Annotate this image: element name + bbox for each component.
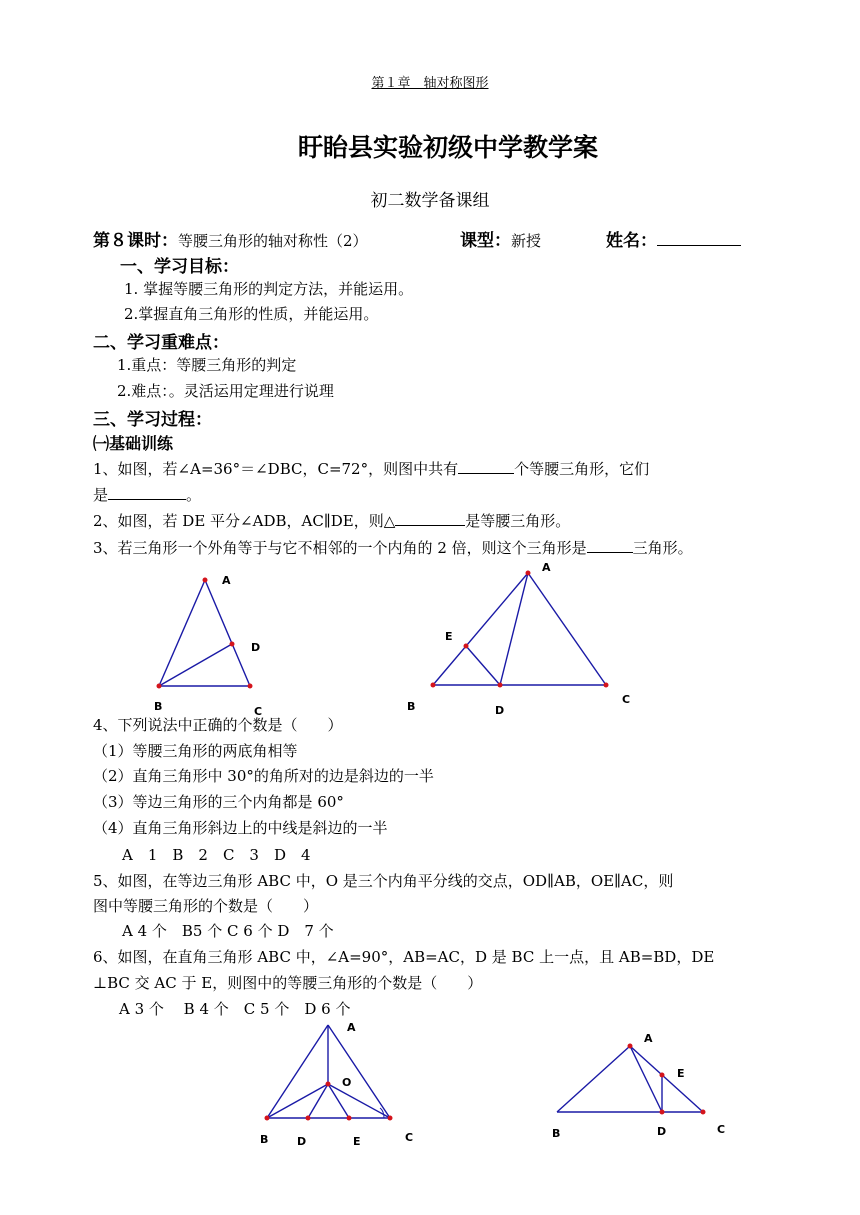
q4-options: A 1 B 2 C 3 D 4 — [122, 846, 311, 864]
q4-statement: （2）直角三角形中 30°的角所对的边是斜边的一半 — [93, 767, 434, 785]
label-d: D — [495, 704, 505, 717]
point-c — [388, 1116, 393, 1121]
point-d — [498, 683, 503, 688]
point-c — [701, 1110, 706, 1115]
page-title: 盱眙县实验初级中学教学案 — [297, 133, 598, 162]
process-heading: 三、学习过程： — [93, 410, 212, 430]
name-blank[interactable] — [657, 231, 741, 246]
label-e: E — [445, 630, 453, 643]
q4-statement: （3）等边三角形的三个内角都是 60° — [93, 793, 344, 811]
point-a — [203, 578, 208, 583]
label-d: D — [657, 1125, 667, 1138]
point-d — [660, 1110, 665, 1115]
point-c — [604, 683, 609, 688]
label-b: B — [552, 1127, 561, 1140]
segment-ac — [528, 573, 606, 685]
objectives-heading: 一、学习目标： — [120, 257, 239, 277]
q1-blank-count[interactable] — [458, 459, 514, 474]
objective-item: 1. 掌握等腰三角形的判定方法，并能运用。 — [124, 280, 414, 298]
point-b — [157, 684, 162, 689]
segment-ac — [630, 1046, 703, 1112]
point-e — [347, 1116, 352, 1121]
segment-co — [328, 1084, 390, 1118]
student-name — [606, 226, 741, 251]
label-c: C — [622, 693, 631, 706]
label-c: C — [717, 1123, 726, 1136]
lesson-type — [460, 226, 541, 251]
key-point-item: 1.重点：等腰三角形的判定 — [117, 356, 297, 374]
segment-ac — [328, 1025, 390, 1118]
segment-bo — [267, 1084, 328, 1118]
segment-ab — [159, 580, 205, 686]
segment-ad — [630, 1046, 662, 1112]
point-d — [306, 1116, 311, 1121]
label-a: A — [542, 561, 551, 574]
segment-ab — [557, 1046, 630, 1112]
q6-options: A 3 个 B 4 个 C 5 个 D 6 个 — [119, 1000, 351, 1018]
q2-blank[interactable] — [395, 511, 465, 526]
objective-item: 2.掌握直角三角形的性质，并能运用。 — [124, 305, 379, 323]
q5-options: A 4 个 B5 个 C 6 个 D 7 个 — [122, 922, 334, 940]
question-5-line2: 图中等腰三角形的个数是（ ） — [93, 897, 319, 915]
question-3: 3、若三角形一个外角等于与它不相邻的一个内角的 2 倍，则这个三角形是 三角形。 — [93, 539, 693, 557]
question-4-stem: 4、下列说法中正确的个数是（ ） — [93, 716, 343, 734]
chapter-header: 第１章 轴对称图形 — [371, 76, 489, 91]
period-label: 第８课时： — [93, 231, 178, 251]
label-c: C — [405, 1131, 414, 1144]
label-d: D — [297, 1135, 307, 1148]
figure-q1 — [140, 570, 280, 720]
label-a: A — [222, 574, 231, 587]
point-e — [660, 1073, 665, 1078]
point-e — [464, 644, 469, 649]
point-o — [326, 1082, 331, 1087]
basic-training-heading: ㈠基础训练 — [93, 434, 174, 453]
figure-q5 — [250, 1015, 430, 1155]
point-c — [248, 684, 253, 689]
name-label: 姓名： — [606, 231, 657, 251]
type-label: 课型： — [460, 231, 511, 251]
point-b — [431, 683, 436, 688]
label-b: B — [407, 700, 416, 713]
label-o: O — [342, 1076, 352, 1089]
label-b: B — [154, 700, 163, 713]
question-5-line1: 5、如图，在等边三角形 ABC 中，O 是三个内角平分线的交点，OD∥AB，OE∥AC，则 — [93, 872, 674, 890]
figure-q2 — [400, 560, 650, 720]
question-1-line1: 1、如图，若∠A=36°＝∠DBC，C=72°，则图中共有 个等腰三角形，它们 — [93, 460, 650, 478]
key-points-heading: 二、学习重难点： — [93, 333, 229, 353]
segment-ac — [205, 580, 250, 686]
label-e: E — [677, 1067, 685, 1080]
page-subtitle: 初二数学备课组 — [370, 191, 490, 211]
label-d: D — [251, 641, 261, 654]
q4-statement: （4）直角三角形斜边上的中线是斜边的一半 — [93, 819, 388, 837]
label-a: A — [347, 1021, 356, 1034]
label-c: C — [254, 705, 263, 718]
type-value: 新授 — [511, 232, 542, 250]
point-d — [230, 642, 235, 647]
lesson-period — [93, 226, 368, 251]
q1-blank-names[interactable] — [108, 485, 186, 500]
point-a — [628, 1044, 633, 1049]
segment-bd — [159, 644, 232, 686]
period-value: 等腰三角形的轴对称性（2） — [178, 232, 368, 250]
label-a: A — [644, 1032, 653, 1045]
question-6-line2: ⊥BC 交 AC 于 E，则图中的等腰三角形的个数是（ ） — [93, 974, 483, 992]
point-b — [265, 1116, 270, 1121]
label-e: E — [353, 1135, 361, 1148]
q4-statement: （1）等腰三角形的两底角相等 — [93, 742, 298, 760]
key-point-item: 2.难点：。灵活运用定理进行说理 — [117, 382, 334, 400]
question-1-line2: 是 。 — [93, 486, 202, 504]
question-2: 2、如图，若 DE 平分∠ADB，AC∥DE，则△ 是等腰三角形。 — [93, 512, 571, 530]
q3-blank[interactable] — [587, 538, 633, 553]
figure-q6 — [545, 1030, 735, 1150]
question-6-line1: 6、如图，在直角三角形 ABC 中，∠A=90°，AB=AC，D 是 BC 上一点，且 AB=BD，DE — [93, 948, 715, 966]
segment-de — [466, 646, 500, 685]
label-b: B — [260, 1133, 269, 1146]
point-a — [526, 571, 531, 576]
segment-ab — [267, 1025, 328, 1118]
